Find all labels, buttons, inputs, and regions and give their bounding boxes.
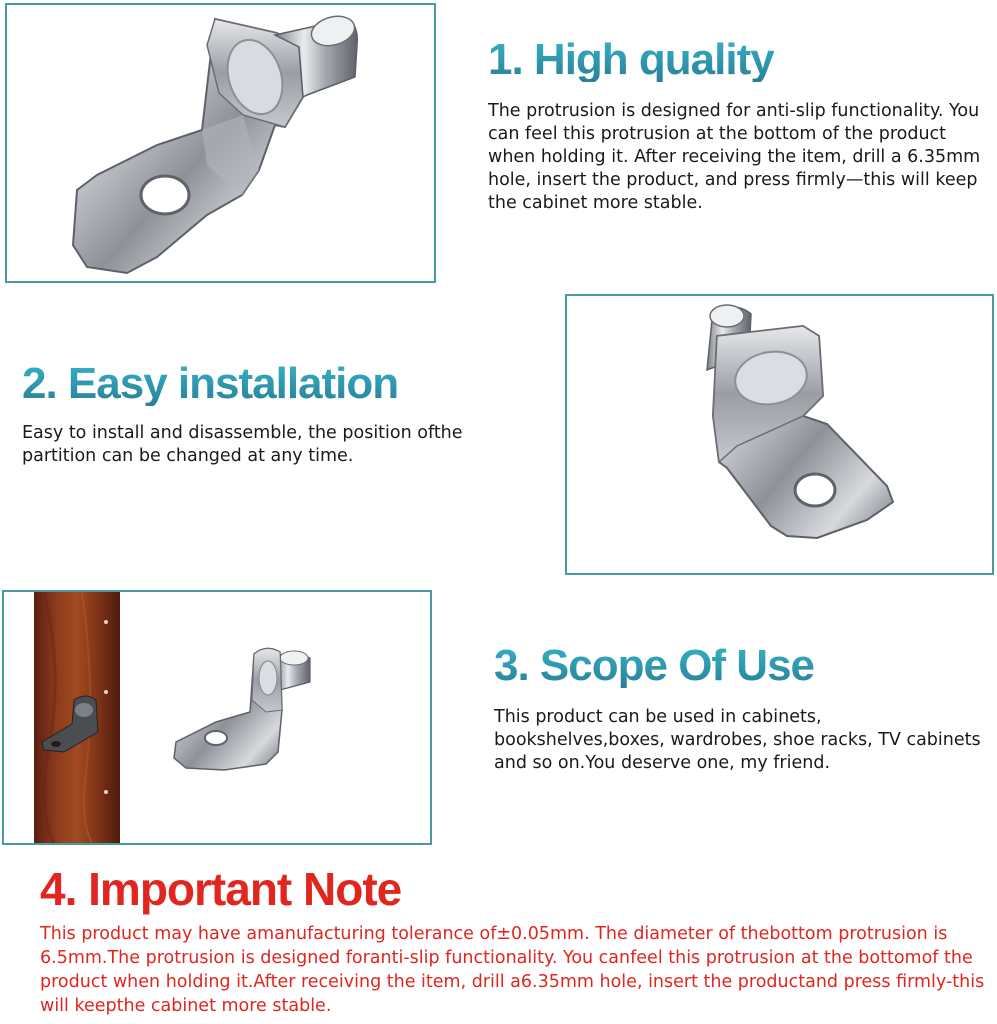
shelf-pin-image	[7, 5, 434, 281]
shelf-pin-in-cabinet-image	[4, 592, 430, 843]
section-1-heading: 1. High quality	[488, 35, 774, 84]
section-2-heading: 2. Easy installation	[22, 359, 399, 408]
section-3-heading: 3. Scope Of Use	[494, 641, 815, 690]
section-2-body: Easy to install and disassemble, the position ofthe partition can be changed at any time.	[22, 423, 463, 466]
section-1-body: The protrusion is designed for anti-slip functionality. You can feel this protrusion at the bottom of the product when holding it. After receiving the item, drill a 6.35mm hole, insert the product, and press firmly—this will keep the cabinet more stable.	[488, 101, 981, 213]
usage-image-panel	[2, 590, 432, 845]
shelf-pin-image	[567, 296, 992, 573]
note-body: This product may have amanufacturing tolerance of±0.05mm. The diameter of thebottom protrusion is 6.5mm.The protrusion is designed foranti-slip functionality. You canfeel this protrusion at the bottomof the product when holding it.After receiving the item, drill a6.35mm hole, insert the productand press firmly-this will keepthe cabinet more stable.	[40, 924, 985, 1016]
note-heading: 4. Important Note	[40, 863, 402, 915]
section-3-body: This product can be used in cabinets, bookshelves,boxes, wardrobes, shoe racks, TV cabinets and so on.You deserve one, my friend.	[494, 707, 981, 773]
product-image-panel-1	[5, 3, 436, 283]
product-image-panel-2	[565, 294, 994, 575]
